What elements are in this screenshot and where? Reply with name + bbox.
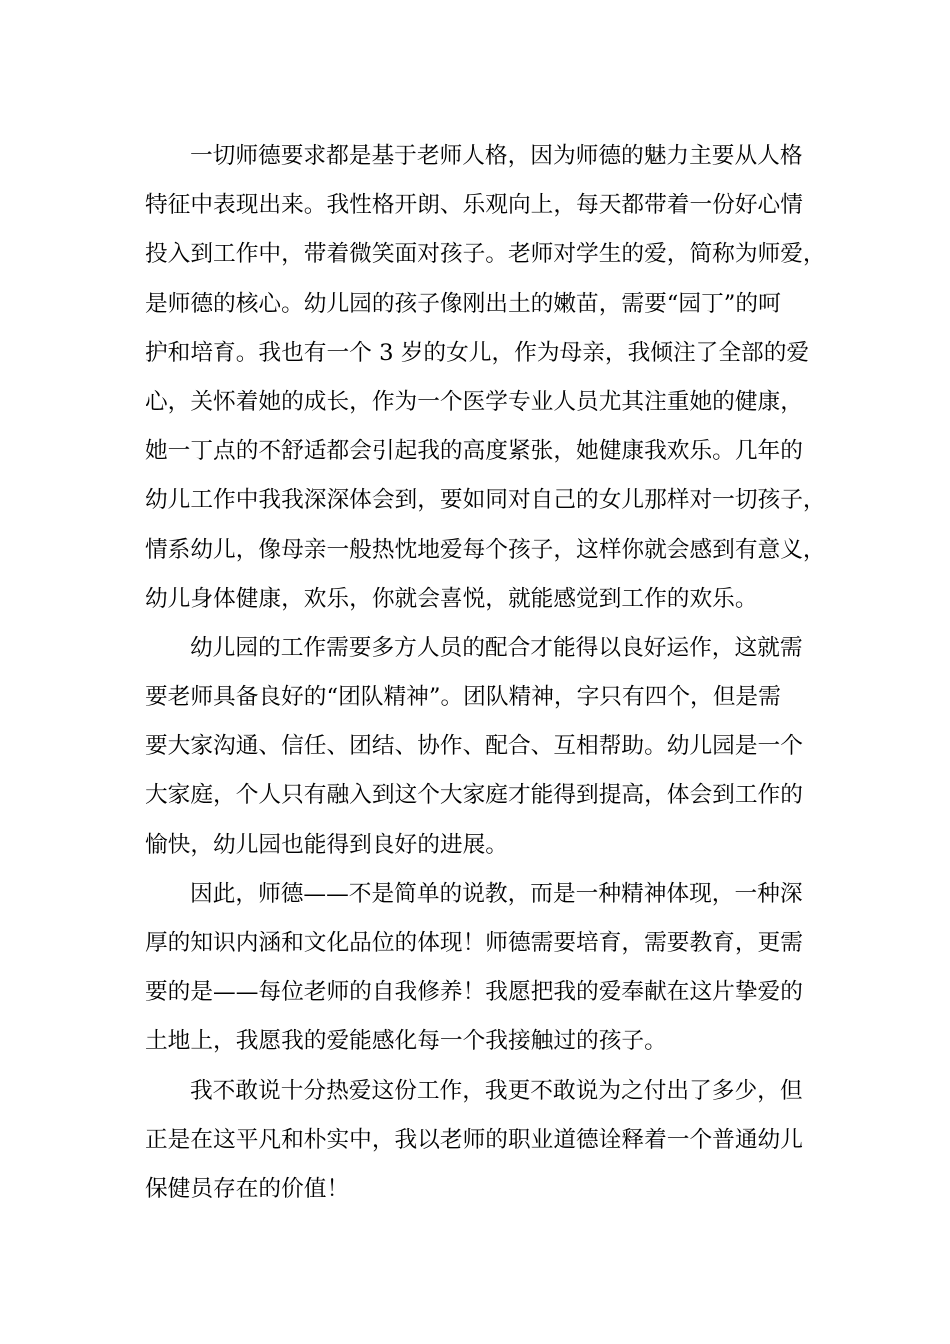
text-line: 幼儿工作中我我深深体会到，要如同对自己的女儿那样对一切孩子， <box>145 487 826 514</box>
paragraph-teacher-ethics <box>145 132 825 624</box>
text-line: 一切师德要求都是基于老师人格，因为师德的魅力主要从人格 <box>190 143 803 169</box>
paragraph-team-spirit <box>145 624 825 870</box>
text-line: 投入到工作中，带着微笑面对孩子。老师对学生的爱，简称为师爱， <box>145 241 826 268</box>
text-line: 大家庭，个人只有融入到这个大家庭才能得到提高，体会到工作的 <box>145 782 803 809</box>
text-line: 因此，师德——不是简单的说教，而是一种精神体现，一种深 <box>190 880 803 907</box>
text-line: 保健员存在的价值！ <box>145 1175 350 1202</box>
text-line: 要大家沟通、信任、团结、协作、配合、互相帮助。幼儿园是一个 <box>145 733 803 760</box>
paragraph-closing <box>145 1067 825 1215</box>
text-line: 特征中表现出来。我性格开朗、乐观向上，每天都带着一份好心情 <box>145 192 803 219</box>
document-body <box>145 132 825 1214</box>
text-line: 幼儿园的工作需要多方人员的配合才能得以良好运作，这就需 <box>190 634 803 661</box>
text-line: 正是在这平凡和朴实中，我以老师的职业道德诠释着一个普通幼儿 <box>145 1126 803 1153</box>
text-line: 土地上，我愿我的爱能感化每一个我接触过的孩子。 <box>145 1028 667 1055</box>
text-line: 我不敢说十分热爱这份工作，我更不敢说为之付出了多少，但 <box>190 1077 803 1104</box>
text-line: 情系幼儿，像母亲一般热忱地爱每个孩子，这样你就会感到有意义， <box>145 536 826 563</box>
text-line: 厚的知识内涵和文化品位的体现！师德需要培育，需要教育，更需 <box>145 930 803 956</box>
text-line: 要老师具备良好的“团队精神”。团队精神，字只有四个，但是需 <box>145 684 781 711</box>
text-line: 心，关怀着她的成长，作为一个医学专业人员尤其注重她的健康， <box>145 388 803 415</box>
text-line: 愉快，幼儿园也能得到良好的进展。 <box>145 831 508 858</box>
text-line: 是师德的核心。幼儿园的孩子像刚出土的嫩苗，需要“园丁”的呵 <box>145 290 781 317</box>
text-line: 她一丁点的不舒适都会引起我的高度紧张，她健康我欢乐。几年的 <box>145 438 803 465</box>
paragraph-conclusion <box>145 870 825 1067</box>
text-line: 护和培育。我也有一个 3 岁的女儿，作为母亲，我倾注了全部的爱 <box>145 339 810 366</box>
text-line: 幼儿身体健康，欢乐，你就会喜悦，就能感觉到工作的欢乐。 <box>145 585 758 612</box>
text-line: 要的是——每位老师的自我修养！我愿把我的爱奉献在这片挚爱的 <box>145 979 803 1006</box>
